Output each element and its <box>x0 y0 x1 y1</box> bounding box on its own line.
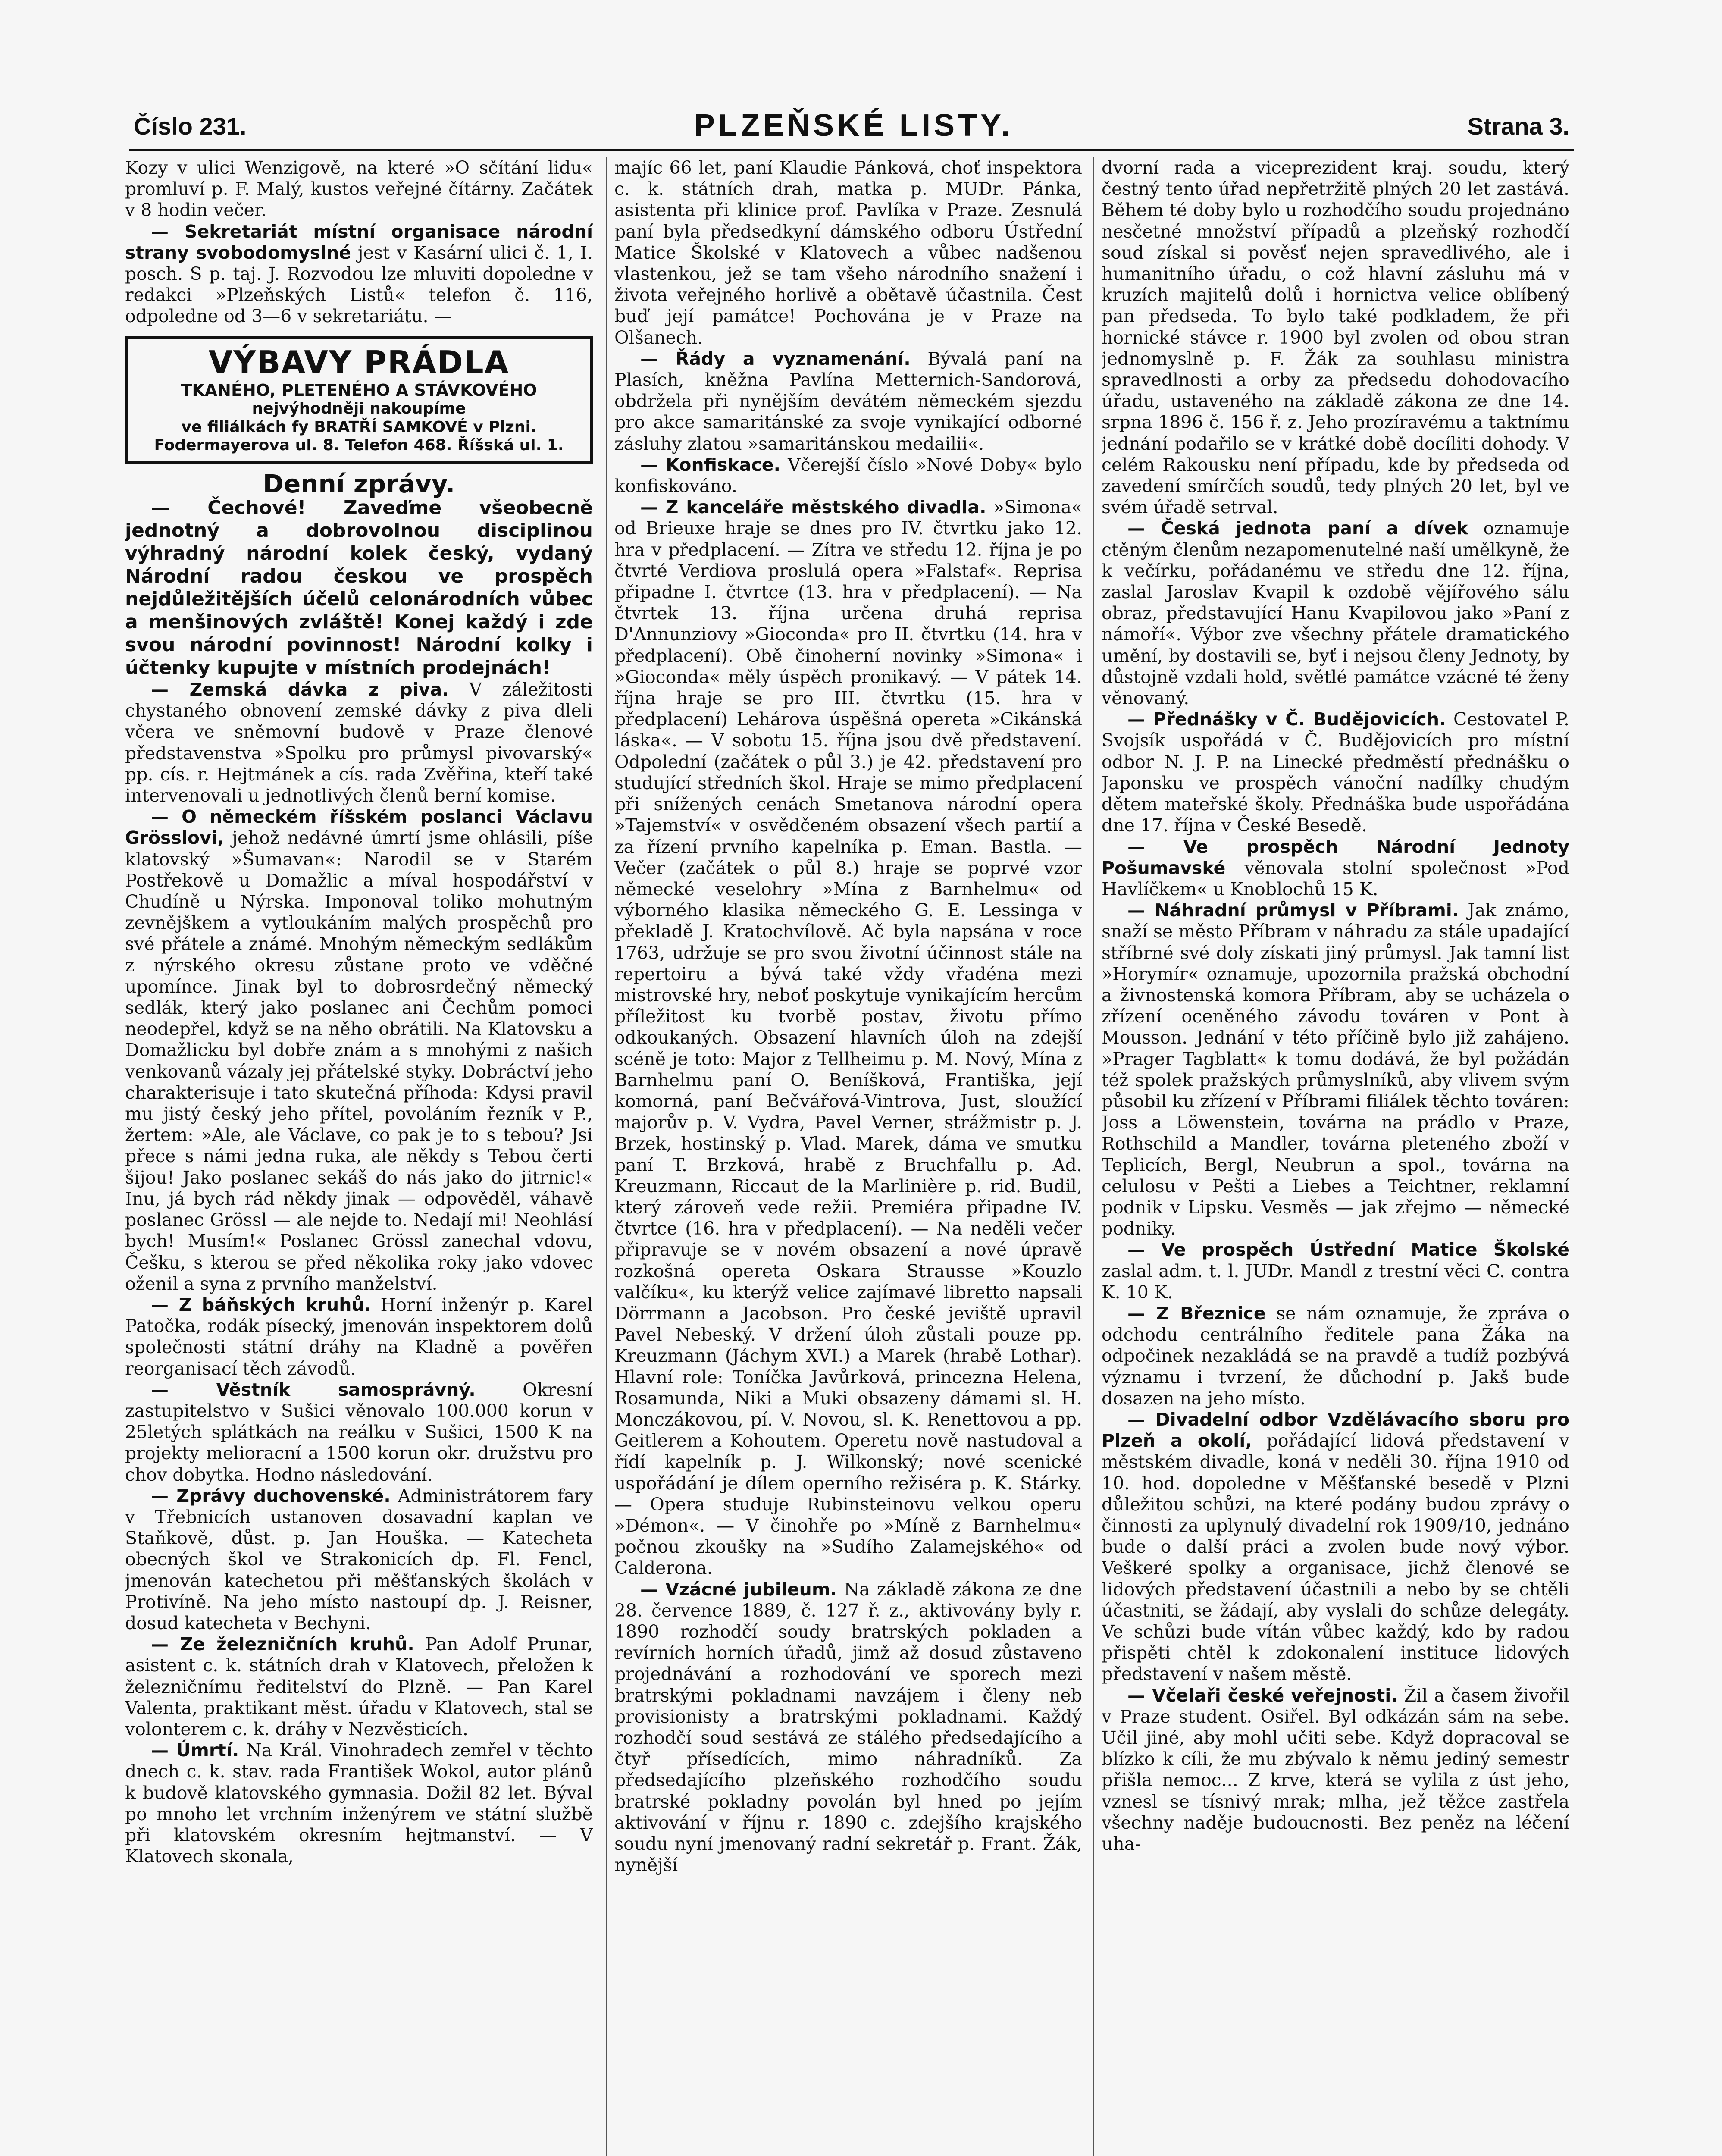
newspaper-title: PLZEŇSKÉ LISTY. <box>694 108 1014 143</box>
article-text: majíc 66 let, paní Klaudie Pánková, choť inspektora c. k. státních drah, matka p. MUDr. Pánka, asistenta při klinice prof. Pavlíka v Praze. Zesnulá paní byla předsedkyní dámského odboru Ústřední Matice Školské v Klatovech a vůbec nadšenou vlastenkou, jež se tam všeho národního snažení i života veřejného horlivě a obětavě účastnila. Čest buď její památce! Pochována je v Praze na Olšanech. <box>614 157 1082 348</box>
article <box>614 497 1082 1579</box>
article-heading: — Česká jednota paní a dívek <box>1127 518 1468 539</box>
article <box>1102 1239 1569 1303</box>
article-text: věnovala stolní společnost »Pod Havlíčkem« u Knoblochů 15 K. <box>1102 857 1569 899</box>
article-heading: — Divadelní odbor Vzdělávacího sboru pro Plzeň a okolí, <box>1102 1409 1569 1451</box>
article-heading: — Z Březnice <box>1127 1303 1266 1324</box>
article <box>125 1740 593 1867</box>
article-text: »Simona« od Brieuxe hraje se dnes pro IV. čtvrtku jako 12. hra v předplacení. — Zítra ve středu 12. října je po čtvrté Verdiova proslulá opera »Falstaf«. Reprisa připadne I. čtvrtce (13. hra v předplacení). — Na čtvrtek 13. října určena druhá reprisa D'Annunziovy »Gioconda« pro II. čtvrtku (14. hra v předplacení). Obě činoherní novinky »Simona« i »Gioconda« měly úspěch pronikavý. — V pátek 14. října hraje se pro III. čtvrtku (15. hra v předplacení) Lehárova úspěšná opereta »Cikánská láska«. — V sobotu 15. října jsou dvě představení. Odpolední (začátek o půl 3.) je 42. představení pro studující středních škol. Hraje se mimo předplacení při snížených cenách Smetanova národní opera »Tajemství« v osvědčeném obsazení všech partií a za řízení prvního kapelníka p. Eman. Bastla. — Večer (začátek o půl 8.) hraje se poprvé vzor německé veselohry »Mína z Barnhelmu« od výborného klasika německého G. E. Lessinga v překladě J. Kratochvílově. Ač byla napsána v roce 1763, udržuje se pro svou životní účinnost stále na repertoiru a bývá také vždy vřadéna mezi mistrovské hry, neboť poskytuje vynikajícím hercům příležitost ku tvorbě postav, životu přímo odkoukaných. Obsazení hlavních úloh na zdejší scéně je toto: Major z Tellheimu p. M. Nový, Mína z Barnhelmu paní O. Beníšková, Františka, její komorná, paní Bečvářová-Vintrova, Just, sloužící majorův p. V. Vydra, Pavel Verner, strážmistr p. J. Brzek, hostinský p. Vlad. Marek, dáma ve smutku paní T. Brzková, hrabě z Bruchfallu p. Ad. Kreuzmann, Riccaut de la Marlinière p. rid. Budil, který zároveň vede režii. Premiéra připadne IV. čtvrtce (16. hra v předplacení). — Na neděli večer připravuje se v novém obsazení a nové úpravě rozkošná opereta Oskara Strausse »Kouzlo valčíku«, ku kterýž velice zajímavé libretto napsali Dörrmann a Jacobson. Pro české jeviště upravil Pavel Nebeský. V držení úloh zůstali pouze pp. Kreuzmann (Jáchym XVI.) a Marek (hrabě Lothar). Hlavní role: Toníčka Javůrková, princezna Helena, Rosamunda, Niki a Muki obsazeny dámami sl. H. Monczákovou, pí. V. Novou, sl. K. Renettovou a pp. Geitlerem a Kohoutem. Operetu nově nastudoval a řídí kapelník p. J. Wilkonský; nové scenické uspořádání je dílem operního režiséra p. K. Stárky. — Opera studuje Rubinsteinovu velkou operu »Démon«. — V činohře po »Míně z Barnhelmu« počnou zkoušky na »Sudího Zalamejského« od Calderona. <box>614 497 1082 1579</box>
article-heading: — Úmrtí. <box>151 1740 239 1761</box>
article-text: jest v Kasární ulici č. 1, I. posch. S p. taj. J. Rozvodou lze mluviti dopoledne v redakci »Plzeňských Listů« telefon č. 116, odpoledne od 3—6 v sekretariátu. — <box>125 242 593 327</box>
article-text: dvorní rada a viceprezident kraj. soudu, který čestný tento úřad nepřetržitě plných 20 let zastává. Během té doby bylo u rozhodčího soudu projednáno nesčetné množství případů a plzeňský rozhodčí soud získal si pověsť nejen spravedlivého, ale i humanitního úřadu, o což hlavní zásluhu má v kruzích majitelů dolů i hornictva velice oblíbený pan předseda. To bylo také podkladem, že při hornické stávce r. 1900 byl zvolen od obou stran jednomyslně p. F. Žák za souhlasu ministra spravedlnosti a orby za předsedu dohodovacího úřadu, ustaveného na základě zákona ze dne 14. srpna 1896 č. 156 ř. z. Jeho prozíravému a taktnímu jednání podařilo se v krátké době docíliti dohody. V celém Rakousku není případu, kde by předseda od zavedení smírčích soudů, tedy plných 20 let, byl ve svém úřadě setrval. <box>1102 157 1569 518</box>
article <box>1102 709 1569 836</box>
ad-address: Fodermayerova ul. 8. Telefon 468. Říšská ul. 1. <box>154 436 564 454</box>
article-text: Včerejší číslo »Nové Doby« bylo konfiskováno. <box>614 454 1082 497</box>
article-text: Administrátorem fary v Třebnicích ustanoven dosavadní kaplan ve Staňkově, důst. p. Jan Houška. — Katecheta obecných škol ve Strakonicích dp. Fl. Fencl, jmenován katechetou při měšťanských školách v Protivíně. Na jeho místo nastoupí dp. J. Reisner, dosud katecheta v Bechyni. <box>125 1485 593 1633</box>
ad-subheadline: TKANÉHO, PLETENÉHO A STÁVKOVÉHO <box>181 380 537 400</box>
article <box>1102 1303 1569 1409</box>
advertisement <box>125 336 593 464</box>
article <box>125 1294 593 1379</box>
article-heading: — Náhradní průmysl v Příbrami. <box>1127 900 1459 921</box>
article <box>1102 518 1569 709</box>
article-text: pořádající lidová představení v městském divadle, koná v neděli 30. října 1910 od 10. hod. dopoledne v Měšťanské besedě v Plzni důležitou schůzi, na které podány budou zprávy o činnosti za uplynulý divadelní rok 1909/10, jednáno bude o další práci a zvolen bude nový výbor. Veškeré spolky a organisace, jichž členové se lidových představení účastnili a nebo by se chtěli účastniti, se žádají, aby vyslali do schůze delegáty. Ve schůzi bude vítán vůbec každý, kdo by radou přispěti chtěl k zdokonalení instituce lidových představení v našem městě. <box>1102 1430 1569 1685</box>
issue-number: Číslo 231. <box>134 113 247 140</box>
ad-line: ve filiálkách fy BRATŘÍ SAMKOVÉ v Plzni. <box>181 418 537 436</box>
article <box>1102 900 1569 1239</box>
article <box>614 348 1082 454</box>
article-text: Jak známo, snaží se město Příbram v náhradu za stále upadající stříbrné své doly získati jiný průmysl. Jak tamní list »Horymír« oznamuje, upozornila pražská obchodní a živnostenská komora Příbram, aby se ucházela o zřízení oceněného závodu továren v Pont à Mousson. Jednání v této příčině bylo již zahájeno. »Prager Tagblatt« k tomu dodává, že byl požádán též spolek pražských průmyslníků, aby vlivem svým působil ku zřízení v Příbrami filiálek těchto továren: Joss a Löwenstein, továrna na prádlo v Praze, Rothschild a Mandler, továrna pleteného zboží v Teplicích, Bergl, Neubrun a spol., továrna na celulosu v Pešti a Liebes a Teichtner, reklamní podnik v Lipsku. Vesměs — jak zřejmo — německé podniky. <box>1102 900 1569 1239</box>
article-text: jehož nedávné úmrtí jsme ohlásili, píše klatovský »Šumavan«: Narodil se v Starém Postřekově u Domažlic a míval hospodářství v Chudíně u Nýrska. Imponoval toliko mohutným zevnějškem a vytloukáním malých prospěchů pro své přátele a známé. Mnohým německým sedlákům z nýrského okresu zůstane proto ve vděčné upomínce. Jinak byl to dobrosrdečný německý sedlák, který jako poslanec ani Čechům pomoci neodepřel, když se na něho obrátili. Na Klatovsku a Domažlicku byl dobře znám a s mnohými z našich venkovanů vázaly jej přátelské styky. Dobráctví jeho charakterisuje i tato skutečná příhoda: Kdysi pravil mu jistý český jeho přítel, povoláním řezník v P., žertem: »Ale, ale Václave, co pak je to s tebou? Jsi přece s námi jedna ruka, ale někdy s Tebou čerti šijou! Jako poslanec sekáš do nás jako do jitrnic!« Inu, já bych rád někdy jinak — odpověděl, váhavě poslanec Grössl — ale nejde to. Nedají mi! Neohlásí bych! Musím!« Poslanec Grössl zanechal vdovu, Češku, s kterou se před několika roky jako vdovec oženil a syna z prvního manželství. <box>125 827 593 1294</box>
ad-line: nejvýhodněji nakoupíme <box>252 400 466 418</box>
article-text: Cestovatel P. Svojsík uspořádá v Č. Budějovicích pro místní odbor N. J. P. na Linecké předměstí přednášku o Japonsku ve prospěch vánoční nadílky chudým dětem mateřské školy. Přednáška bude uspořádána dne 17. října v České Besedě. <box>1102 709 1569 836</box>
article <box>614 454 1082 497</box>
article-text: Horní inženýr p. Karel Patočka, rodák písecký, jmenován inspektorem dolů společnosti státní dráhy na Kladně a pověřen reorganisací těch závodů. <box>125 1294 593 1379</box>
article <box>125 1634 593 1740</box>
article-heading: — O německém říšském poslanci Václavu Grösslovi, <box>125 806 593 849</box>
header-rule <box>129 149 1574 151</box>
article-text: Kozy v ulici Wenzigově, na které »O sčítání lidu« promluví p. F. Malý, kustos veřejné čítárny. Začátek v 8 hodin večer. <box>125 157 593 221</box>
article-text: Bývalá paní na Plasích, kněžna Pavlína Metternich-Sandorová, obdržela při nynějším devátém německém sjezdu pro akce samaritánské za svoje vynikající odborné zásluhy zlatou »samaritánskou medailii«. <box>614 348 1082 454</box>
article-heading: — Konfiskace. <box>640 454 781 475</box>
article-text: Okresní zastupitelstvo v Sušici věnovalo 100.000 korun v 25letých splátkách na reálku v Sušici, 1500 K na projekty melioracní a 1500 korun okr. družstvu pro chov dobytka. Hodno následování. <box>125 1379 593 1485</box>
article <box>125 1379 593 1485</box>
article-heading: — Sekretariát místní organisace národní strany svobodomyslné <box>125 221 593 263</box>
column-separator-2 <box>1093 157 1094 2156</box>
article <box>614 1579 1082 1876</box>
article <box>1102 837 1569 900</box>
article-heading: — Přednášky v Č. Budějovicích. <box>1127 709 1446 730</box>
column-3 <box>1102 157 1569 2156</box>
article-heading: — Ve prospěch Ústřední Matice Školské <box>1127 1239 1569 1260</box>
article-heading: — Ze železničních kruhů. <box>151 1634 414 1655</box>
article <box>1102 1409 1569 1685</box>
section-title: Denní zprávy. <box>263 469 455 498</box>
article <box>125 221 593 327</box>
ad-headline: VÝBAVY PRÁDLA <box>208 344 510 380</box>
article-heading: — Z báňských kruhů. <box>151 1294 371 1315</box>
article <box>125 679 593 806</box>
page-number: Strana 3. <box>1467 113 1569 140</box>
article-heading: — Z kanceláře městského divadla. <box>640 497 986 518</box>
article-text: Na základě zákona ze dne 28. července 1889, č. 127 ř. z., aktivovány byly r. 1890 rozhodčí soudy bratrských pokladen a revírních horních úřadů, jimž až dosud zůstaveno projednávání a rozhodování ve sporech mezi bratrskými pokladnami navzájem i členy neb provisionisty a bratrskými pokladnami. Každý rozhodčí soud sestává ze stálého předsedajícího a čtyř přísedících, mimo náhradníků. Za předsedajícího plzeňského rozhodčího soudu bratrské pokladny povolán byl hned po jejím aktivování v říjnu r. 1890 c. zdejšího krajského soudu nyní jmenovaný radní sekretář p. Frant. Žák, nynější <box>614 1579 1082 1876</box>
appeal-text: — Čechové! Zaveďme všeobecně jednotný a dobrovolnou disciplinou výhradný národní kolek český, vydaný Národní radou českou ve prospěch nejdůležitějších účelů celonárodních vůbec a menšinových zvláště! Konej každý i zde svou národní povinnost! Národní kolky i účtenky kupujte v místních prodejnách! <box>125 497 593 679</box>
article-heading: — Včelaři české veřejnosti. <box>1127 1685 1398 1706</box>
column-2 <box>614 157 1082 2156</box>
article-heading: — Ve prospěch Národní Jednoty Pošumavské <box>1102 836 1569 878</box>
article-heading: — Vzácné jubileum. <box>640 1579 837 1600</box>
article <box>125 806 593 1294</box>
article-text: Žil a časem živořil v Praze student. Osiřel. Byl odkázán sám na sebe. Učil jiné, aby mohl učiti sebe. Když dopracoval se blízko k cíli, že mu zbývalo k němu jediný semestr přišla nemoc... Z krve, která se vylila z úst jeho, vznesl se tísnivý mrak; mlha, jež těžce zastřela všechny naděje budoucnosti. Bez peněz na léčení uha- <box>1102 1685 1569 1855</box>
article-text: zaslal adm. t. l. JUDr. Mandl z trestní věci C. contra K. 10 K. <box>1102 1260 1569 1303</box>
article-text: Pan Adolf Prunar, asistent c. k. státních drah v Klatovech, přeložen k železničnímu ředitelství do Plzně. — Pan Karel Valenta, praktikant měst. úřadu v Klatovech, stal se volonterem c. k. dráhy v Nezvěsticích. <box>125 1634 593 1739</box>
column-separator-1 <box>606 157 607 2156</box>
article <box>125 1485 593 1634</box>
column-1 <box>125 157 593 2156</box>
article-heading: — Zemská dávka z piva. <box>151 679 449 700</box>
article-text: oznamuje ctěným členům nezapomenutelné naší umělkyně, že k večírku, pořádanému ve středu dne 12. října, zaslal Jaroslav Kvapil k ozdobě vějířového sálu obraz, představující Hanu Kvapilovou jako »Paní z námoří«. Výbor zve všechny přátele dramatického umění, by dostavili se, byť i nejsou členy Jednoty, by důstojně vzdali hold, světlé památce vzácné té ženy věnovaný. <box>1102 518 1569 709</box>
masthead <box>134 108 1569 147</box>
article <box>1102 1685 1569 1855</box>
article-text: Na Král. Vinohradech zemřel v těchto dnech c. k. stav. rada František Wokol, autor plánů k budově klatovského gymnasia. Dožil 82 let. Býval po mnoho let vrchním inženýrem ve státní službě při klatovském okresním hejtmanství. — V Klatovech skonala, <box>125 1740 593 1867</box>
article-heading: — Věstník samosprávný. <box>151 1379 476 1400</box>
article-text: V záležitosti chystaného obnovení zemské dávky z piva dleli včera ve sněmovní budově v Praze členové představenstva »Spolku pro průmysl pivovarský« pp. cís. r. Hejtmánek a cís. rada Zvěřina, kteří také intervenovali u jednotlivých členů berní komise. <box>125 679 593 806</box>
article-heading: — Zprávy duchovenské. <box>151 1485 391 1506</box>
article-text: se nám oznamuje, že zpráva o odchodu centrálního ředitele pana Žáka na odpočinek nezakládá se na pravdě a tudíž pozbývá významu i tvrzení, že důchodní p. Jakš bude dosazen na jeho místo. <box>1102 1303 1569 1409</box>
article-heading: — Řády a vyznamenání. <box>640 348 911 369</box>
